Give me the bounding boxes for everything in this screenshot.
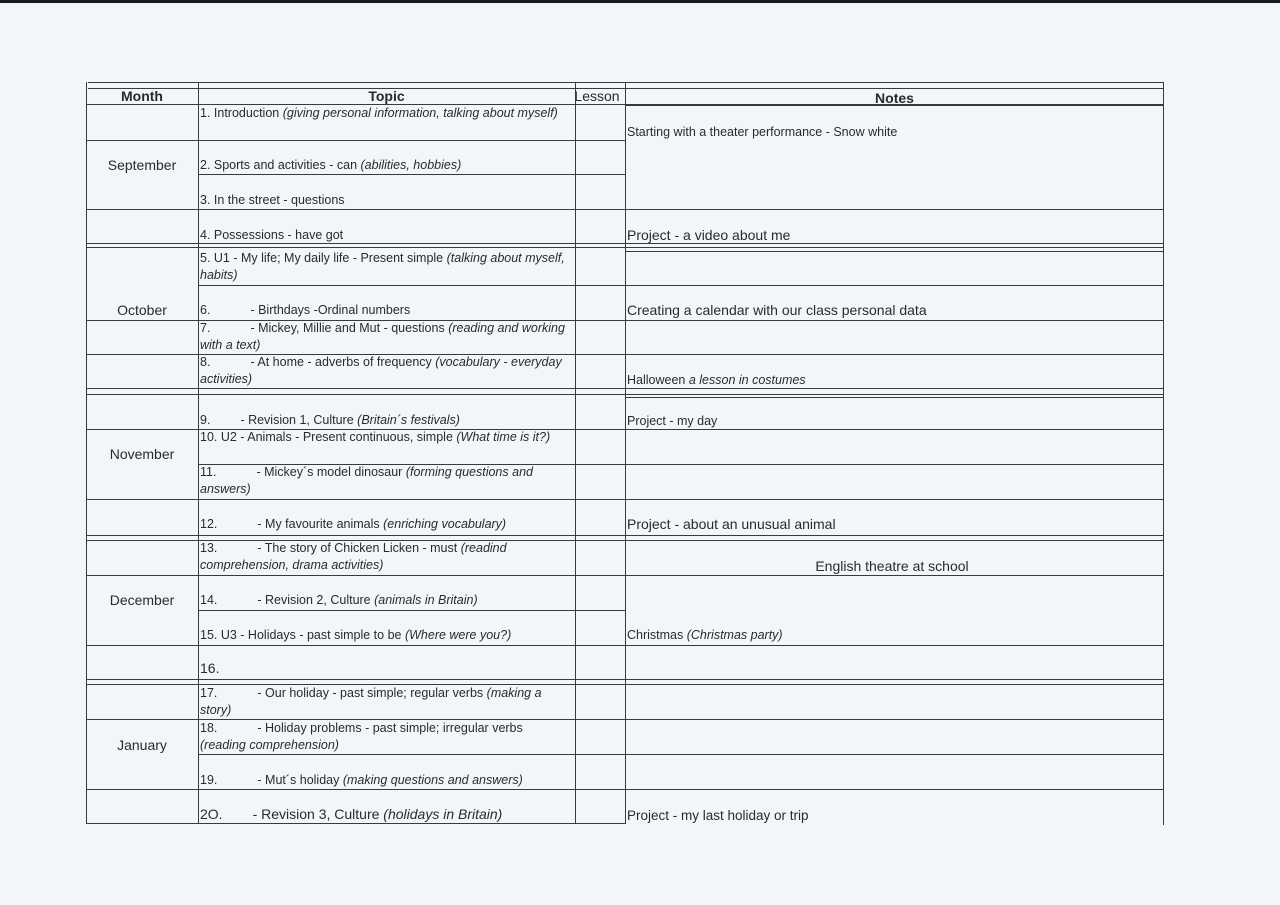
- topic-14: [200, 592, 572, 609]
- topic-15: [200, 627, 572, 644]
- note-text: Christmas: [627, 628, 687, 642]
- header-month: Month: [121, 88, 163, 104]
- header-topic: Topic: [368, 88, 405, 104]
- topic-text: 2. Sports and activities - can: [200, 158, 361, 172]
- header-lesson: Lesson: [574, 88, 620, 104]
- topic-text: 16.: [200, 660, 220, 676]
- note-english-theatre: English theatre at school: [815, 558, 969, 574]
- topic-text: - Our holiday - past simple; regular verbs: [257, 686, 487, 700]
- topic-note: (readind comprehension, drama activities): [200, 541, 507, 572]
- topic-7: [200, 320, 572, 354]
- topic-number: 7.: [200, 321, 211, 335]
- topic-16: [200, 660, 572, 677]
- note-project-day: Project - my day: [627, 414, 718, 428]
- topic-text: - Revision 3, Culture: [252, 806, 384, 822]
- topic-10: [200, 429, 572, 446]
- topic-number: 19.: [200, 773, 218, 787]
- table-bottom-border: [86, 823, 625, 824]
- month-january: January: [117, 737, 167, 753]
- note-calendar: Creating a calendar with our class personal data: [627, 302, 927, 318]
- column-divider: [575, 82, 576, 824]
- topic-note: (Where were you?): [404, 628, 512, 642]
- topic-number: 11.: [200, 465, 217, 479]
- note-project-video: Project - a video about me: [627, 227, 791, 243]
- topic-note: (vocabulary - everyday activities): [200, 355, 562, 386]
- note-project-holiday: Project - my last holiday or trip: [627, 808, 809, 823]
- topic-note: (talking about myself, habits): [200, 251, 565, 282]
- topic-2: [200, 157, 572, 174]
- topic-number: 8.: [200, 355, 211, 369]
- row-line: [625, 251, 1164, 252]
- lesson-plan-table: [86, 82, 1164, 825]
- note-project-animal: Project - about an unusual animal: [627, 516, 836, 532]
- row-line: [198, 610, 625, 611]
- note-christmas: [627, 627, 1157, 644]
- topic-number: 13.: [200, 541, 218, 555]
- column-divider: [198, 82, 199, 824]
- topic-20: [200, 806, 572, 823]
- table-right-border: [1163, 82, 1164, 825]
- topic-text: - Holiday problems - past simple; irregular verbs: [257, 721, 523, 735]
- month-december: December: [109, 592, 175, 608]
- topic-1: [200, 105, 572, 122]
- table-top-border: [88, 82, 1164, 83]
- note-theater-performance: Starting with a theater performance - Snow white: [627, 125, 898, 139]
- note-text: Halloween: [627, 373, 689, 387]
- topic-text: 15. U3 - Holidays - past simple to be: [200, 628, 405, 642]
- topic-11: [200, 464, 572, 498]
- topic-text: - Revision 1, Culture: [240, 413, 358, 427]
- row-line: [198, 174, 625, 175]
- topic-note: (reading and working with a text): [200, 321, 565, 352]
- topic-number: 12.: [200, 517, 218, 531]
- month-september: September: [107, 157, 177, 173]
- row-line: [198, 754, 1164, 755]
- column-divider: [625, 82, 626, 824]
- note-italic: (Christmas party): [686, 628, 783, 642]
- topic-text: 5. U1 - My life; My daily life - Present simple: [200, 251, 447, 265]
- topic-3: [200, 192, 572, 209]
- topic-number: 17.: [200, 686, 218, 700]
- topic-number: 6.: [200, 303, 211, 317]
- month-november: November: [109, 446, 175, 462]
- topic-number: 18.: [200, 721, 218, 735]
- topic-note: (giving personal information, talking about myself): [282, 106, 558, 120]
- topic-5: [200, 250, 572, 284]
- month-october: October: [117, 302, 167, 318]
- topic-text: - At home - adverbs of frequency: [250, 355, 436, 369]
- topic-text: - Revision 2, Culture: [257, 593, 375, 607]
- topic-note: (making questions and answers): [342, 773, 523, 787]
- topic-text: 1. Introduction: [200, 106, 283, 120]
- topic-13: [200, 540, 572, 574]
- note-italic: a lesson in costumes: [688, 373, 806, 387]
- row-line: [86, 140, 625, 141]
- row-line: [625, 397, 1164, 398]
- topic-17: [200, 685, 572, 719]
- topic-4: [200, 227, 572, 244]
- topic-note: (animals in Britain): [374, 593, 478, 607]
- topic-text: - The story of Chicken Licken - must: [257, 541, 461, 555]
- topic-number: 2O.: [200, 806, 223, 822]
- topic-text: - Mut´s holiday: [257, 773, 343, 787]
- topic-note: (Britain´s festivals): [357, 413, 460, 427]
- topic-text: 4. Possessions - have got: [200, 228, 344, 242]
- row-line: [198, 285, 1164, 286]
- topic-19: [200, 772, 572, 789]
- topic-text: - Mickey, Millie and Mut - questions: [250, 321, 449, 335]
- topic-text: 10. U2 - Animals - Present continuous, simple: [200, 430, 457, 444]
- topic-number: 14.: [200, 593, 218, 607]
- topic-9: [200, 412, 572, 429]
- topic-note: (making a story): [200, 686, 542, 717]
- topic-text: 3. In the street - questions: [200, 193, 345, 207]
- topic-text: - My favourite animals: [257, 517, 384, 531]
- topic-note: (What time is it?): [456, 430, 551, 444]
- topic-8: [200, 354, 572, 388]
- topic-text: - Mickey´s model dinosaur: [256, 465, 406, 479]
- topic-note: (holidays in Britain): [383, 806, 503, 822]
- topic-note: (forming questions and answers): [200, 465, 533, 496]
- topic-6: [200, 302, 572, 319]
- topic-note: (abilities, hobbies): [360, 158, 462, 172]
- topic-12: [200, 516, 572, 533]
- note-halloween: [627, 372, 1157, 389]
- header-notes: Notes: [875, 90, 914, 106]
- topic-18: [200, 720, 572, 754]
- topic-text: - Birthdays -Ordinal numbers: [250, 303, 411, 317]
- topic-number: 9.: [200, 413, 211, 427]
- topic-note: (enriching vocabulary): [383, 517, 507, 531]
- topic-note: (reading comprehension): [200, 738, 339, 752]
- scan-edge: [0, 0, 1280, 3]
